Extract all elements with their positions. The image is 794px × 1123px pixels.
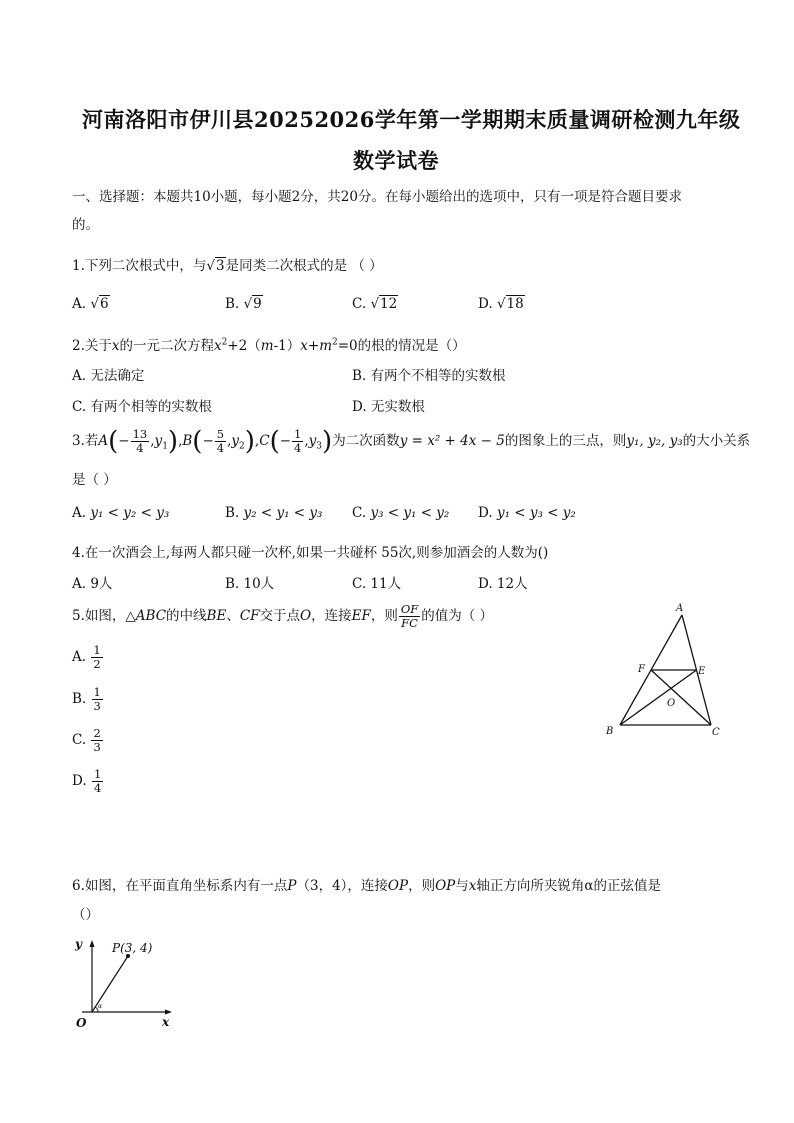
question-4-stem: 4.在一次酒会上,每两人都只碰一次杯,如果一共碰杯 55次,则参加酒会的人数为() (72, 545, 549, 561)
question-5-option-c: C. $\frac{2}{3}$ (72, 726, 101, 754)
origin-label: O (76, 1016, 87, 1030)
question-3-option-a: A. y₁ < y₂ < y₃ (72, 505, 170, 521)
question-1-option-a: A. √6 (72, 296, 109, 312)
vertex-label-o: O (667, 698, 676, 709)
triangle-figure (596, 598, 736, 748)
question-3-option-d: D. y₁ < y₃ < y₂ (478, 505, 576, 521)
vertex-label-b: B (606, 726, 614, 737)
section-heading-line1: 一、选择题：本题共10小题，每小题2分，共20分。在每小题给出的选项中，只有一项是符合题目要求 (72, 189, 682, 205)
question-3-stem: 3.若A(− $\frac{13}{4}$ $,y_1),B(-$ $\frac{5}{4}$ $,y_2),C(-$ $\frac{1}{4}$ $,y_3$)为二次函数y = x² + 4x − 5的图象上的三点，则y₁, y₂, y₃的大小关系 (72, 426, 751, 457)
question-3-option-b: B. y₂ < y₁ < y₃ (225, 505, 323, 521)
vertex-label-f: F (638, 664, 645, 675)
point-p-label: P(3, 4) (112, 941, 153, 955)
sqrt-3: √3 (206, 258, 225, 274)
axis-label-y: y (75, 937, 82, 951)
question-5-option-a: A. $\frac{1}{2}$ (72, 643, 101, 671)
question-2-option-b: B. 有两个不相等的实数根 (352, 368, 506, 384)
question-3-option-c: C. y₃ < y₁ < y₂ (352, 505, 450, 521)
question-6-stem: 6.如图，在平面直角坐标系内有一点P（3，4），连接OP，则OP与x轴正方向所夹锐角α的正弦值是 (72, 878, 661, 894)
section-heading-line2: 的。 (72, 217, 99, 233)
exam-title-line2: 数学试卷 (353, 148, 439, 173)
question-5-stem: 5.如图，△ABC的中线BE、CF交于点O，连接EF，则 $\frac{OF}{FC}$ 的值为（ ） (72, 602, 494, 630)
vertex-label-e: E (698, 666, 706, 677)
question-5-option-b: B. $\frac{1}{3}$ (72, 685, 101, 713)
question-3-stem-line2: 是（ ） (72, 472, 117, 488)
question-2-option-d: D. 无实数根 (352, 399, 425, 415)
exam-title-line1: 河南洛阳市伊川县20252026学年第一学期期末质量调研检测九年级 (82, 107, 741, 132)
segment-be (620, 670, 697, 725)
segment-cf (651, 670, 711, 725)
vertex-label-a: A (676, 603, 684, 614)
question-4-option-b: B. 10人 (225, 576, 275, 592)
y-axis-arrow (90, 940, 95, 947)
question-6-stem-line2: （） (72, 907, 99, 923)
question-1-option-d: D. √18 (478, 296, 524, 312)
question-4-option-a: A. 9人 (72, 576, 113, 592)
question-1-option-c: C. √12 (352, 296, 398, 312)
question-2-stem: 2.关于x的一元二次方程$x^2+2(m-1)x+m^2=0$的根的情况是（） (72, 337, 466, 354)
question-2-option-c: C. 有两个相等的实数根 (72, 399, 212, 415)
question-4-option-c: C. 11人 (352, 576, 402, 592)
axis-label-x: x (162, 1015, 170, 1029)
question-1-option-b: B. √9 (225, 296, 262, 312)
x-axis-arrow (165, 1010, 172, 1015)
question-1-stem: 1.下列二次根式中，与√3是同类二次根式的是 （ ） (72, 258, 383, 274)
coordinate-figure (70, 932, 182, 1030)
question-4-option-d: D. 12人 (478, 576, 528, 592)
angle-alpha-label: α (98, 1003, 103, 1010)
question-2-option-a: A. 无法确定 (72, 368, 145, 384)
vertex-label-c: C (712, 727, 720, 738)
question-5-option-d: D. $\frac{1}{4}$ (72, 767, 102, 795)
